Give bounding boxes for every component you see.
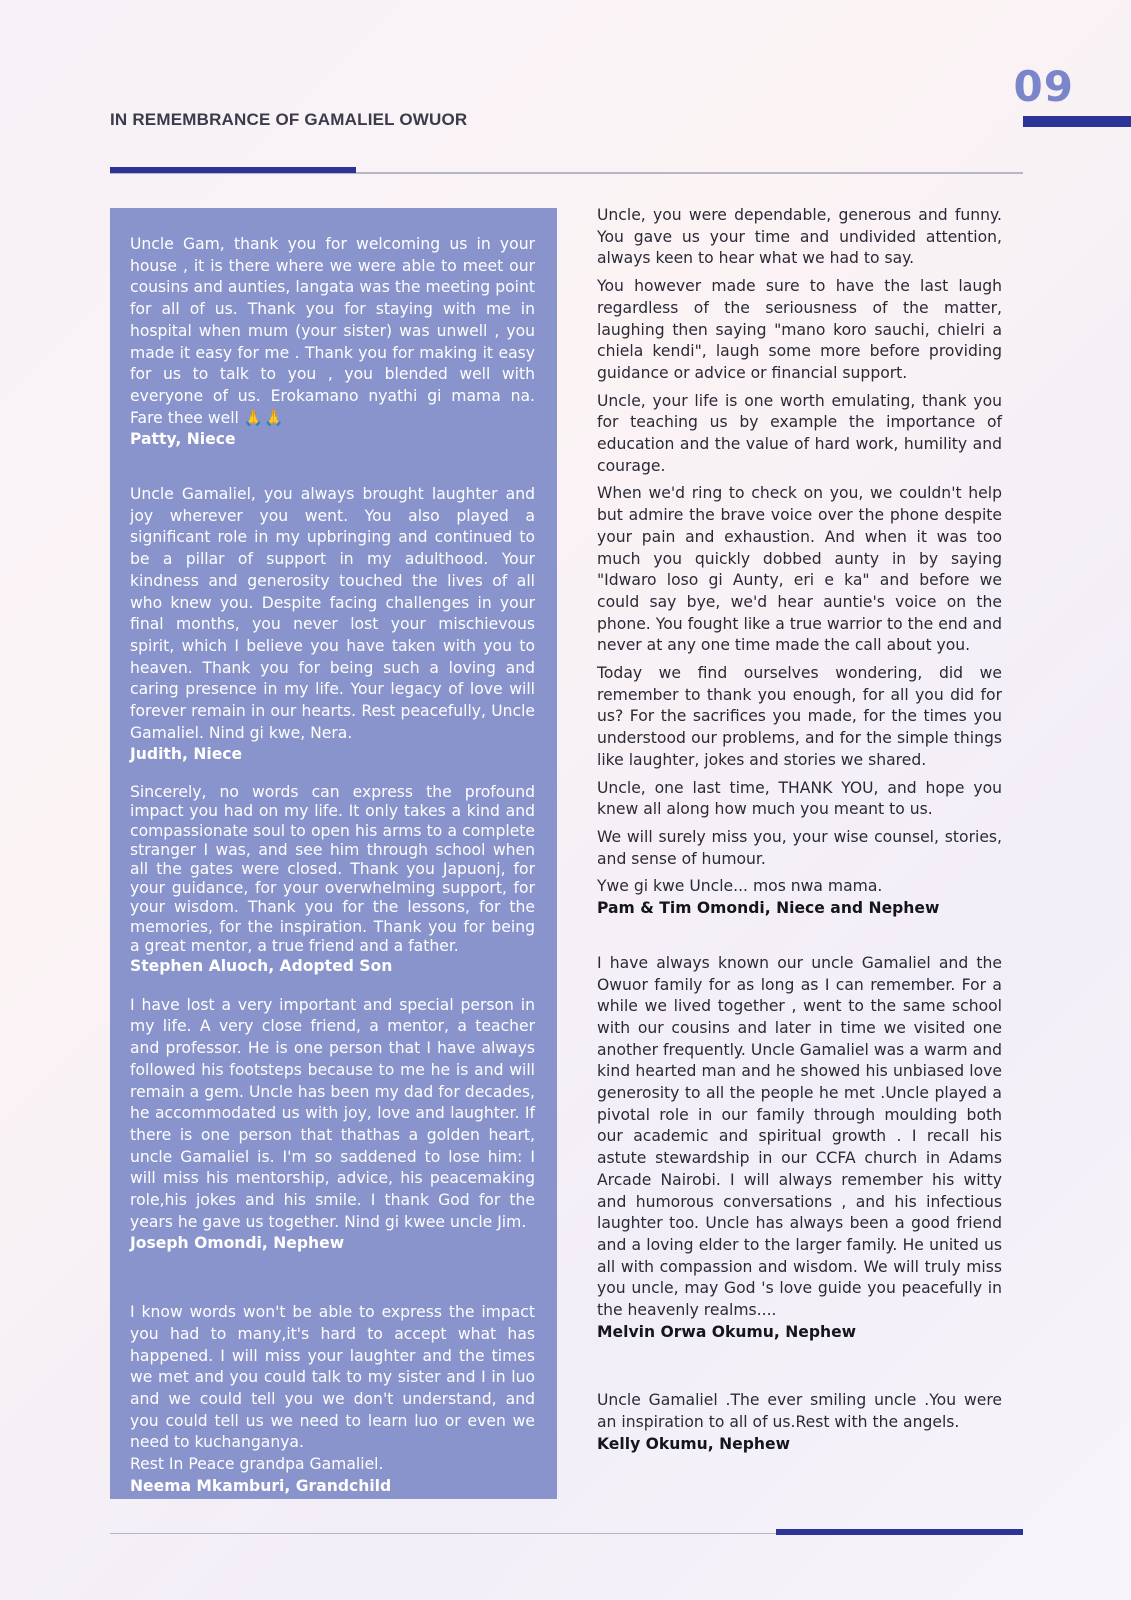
tribute-pam-tim [597,205,1002,920]
tribute-text: I know words won't be able to express the impact you had to many,it's hard to accept what has happened. I will miss your laughter and the times we met and you could talk to my sister and I in luo and we could tell you we don't understand, and you could tell us we need to learn luo or even we need to kuchanganya. [130,1303,535,1452]
tribute-patty [130,234,535,451]
tribute-text-closing: Rest In Peace grandpa Gamaliel. [130,1455,384,1474]
tribute-paragraph: Ywe gi kwe Uncle... mos nwa mama. [597,877,883,896]
tribute-judith [130,484,535,766]
page-number: 09 [1013,62,1074,111]
tribute-text: Uncle Gamaliel .The ever smiling uncle .You were an inspiration to all of us.Rest with the angels. [597,1391,1002,1432]
tribute-signature: Patty, Niece [130,430,236,449]
spacer [130,464,535,484]
tribute-paragraph: Uncle, your life is one worth emulating, thank you for teaching us by example the importance of education and the value of hard work, humility and courage. [597,391,1002,475]
tribute-paragraph: When we'd ring to check on you, we couldn't help but admire the brave voice over the phone despite your pain and exhaustion. And when it was too much you quickly dobbed aunty in by saying "Idwaro loso gi Aunty, eri e ka" and before we could say bye, we'd hear auntie's voice on the phone. You fought like a true warrior to the end and never at any one time made the call about you. [597,484,1002,655]
spacer [597,1356,1002,1390]
right-tribute-column [597,205,1002,1469]
footer-divider-accent [776,1529,1023,1535]
tribute-paragraph: You however made sure to have the last laugh regardless of the seriousness of the matter, laughing then saying "mano koro sauchi, chielri a chiela kendi", laugh some more before providing guidance or advice or financial support. [597,277,1002,382]
spacer [597,933,1002,953]
tribute-text: I have always known our uncle Gamaliel and the Owuor family for as long as I can remember. For a while we lived together , went to the same school with our cousins and later in time we visited one another frequently. Uncle Gamaliel was a warm and kind hearted man and he showed his unbiased love generosity to all the people he met .Uncle played a pivotal role in our family through moulding both our academic and spiritual growth . I recall his astute stewardship in our CCFA church in Adams Arcade Nairobi. I will always remember his witty and humorous conversations , and his infectious laughter too. Uncle has always been a good friend and a loving elder to the larger family. He united us all with compassion and wisdom. We will truly miss you uncle, may God 's love guide you peacefully in the heavenly realms.... [597,953,1002,1320]
tribute-signature: Neema Mkamburi, Grandchild [130,1476,392,1495]
header-accent-bar [1023,116,1131,127]
tribute-paragraph: Today we find ourselves wondering, did we remember to thank you enough, for all you did for us? For the sacrifices you made, for the times you understood our problems, and for the simple things like laughter, jokes and stories we shared. [597,664,1002,769]
tribute-kelly [597,1390,1002,1455]
tribute-signature: Melvin Orwa Okumu, Nephew [597,1322,857,1341]
tribute-paragraph: We will surely miss you, your wise counsel, stories, and sense of humour. [597,827,1002,868]
tribute-melvin [597,953,1002,1344]
page-header-title: IN REMEMBRANCE OF GAMALIEL OWUOR [110,110,468,129]
tribute-signature: Kelly Okumu, Nephew [597,1434,790,1453]
tribute-signature: Joseph Omondi, Nephew [130,1234,345,1253]
spacer [130,1268,535,1302]
tribute-neema [130,1302,535,1497]
tribute-paragraph: Uncle, you were dependable, generous and funny. You gave us your time and undivided attention, always keen to hear what we had to say. [597,206,1002,268]
tribute-text: Uncle Gam, thank you for welcoming us in your house , it is there where we were able to meet our cousins and aunties, langata was the meeting point for all of us. Thank you for staying with me in hospital when mum (your sister) was unwell , you made it easy for me . Thank you for making it easy for us to talk to you , you blended well with everyone of us. Erokamano nyathi gi mama na. Fare thee well 🙏🙏 [130,235,535,427]
tribute-stephen [130,783,535,978]
praying-hands-emoji: 🙏🙏 [243,408,285,427]
tribute-text: Sincerely, no words can express the profound impact you had on my life. It only takes a kind and compassionate soul to open his arms to a complete stranger I was, and see him through school when all the gates were closed. Thank you Japuonj, for your guidance, for your overwhelming support, for your wisdom. Thank you for the lessons, for the memories, for the inspiration. Thank you for being a great mentor, a true friend and a father. [130,783,535,955]
tribute-text: Uncle Gamaliel, you always brought laughter and joy wherever you went. You also played a significant role in my upbringing and continued to be a pillar of support in my adulthood. Your kindness and generosity touched the lives of all who knew you. Despite facing challenges in your final months, you never lost your mischievous spirit, which I believe you have taken with you to heaven. Thank you for being such a loving and caring presence in my life. Your legacy of love will forever remain in our hearts. Rest peacefully, Uncle Gamaliel. Nind gi kwe, Nera. [130,485,535,742]
tribute-signature: Judith, Niece [130,745,243,764]
tribute-signature: Pam & Tim Omondi, Niece and Nephew [597,899,940,918]
tribute-signature: Stephen Aluoch, Adopted Son [130,957,393,975]
tribute-joseph [130,995,535,1255]
tribute-text: I have lost a very important and special person in my life. A very close friend, a mentor, a teacher and professor. He is one person that I have always followed his footsteps because to me he is and will remain a gem. Uncle has been my dad for decades, he accommodated us with joy, love and laughter. If there is one person that thathas a golden heart, uncle Gamaliel is. I'm so saddened to lose him: I will miss his mentorship, advice, his peacemaking role,his jokes and his smile. I thank God for the years he gave us together. Nind gi kwee uncle Jim. [130,995,535,1231]
tribute-paragraph: Uncle, one last time, THANK YOU, and hope you knew all along how much you meant to us. [597,778,1002,819]
left-tribute-column [130,234,535,1510]
header-divider-accent [110,167,356,173]
